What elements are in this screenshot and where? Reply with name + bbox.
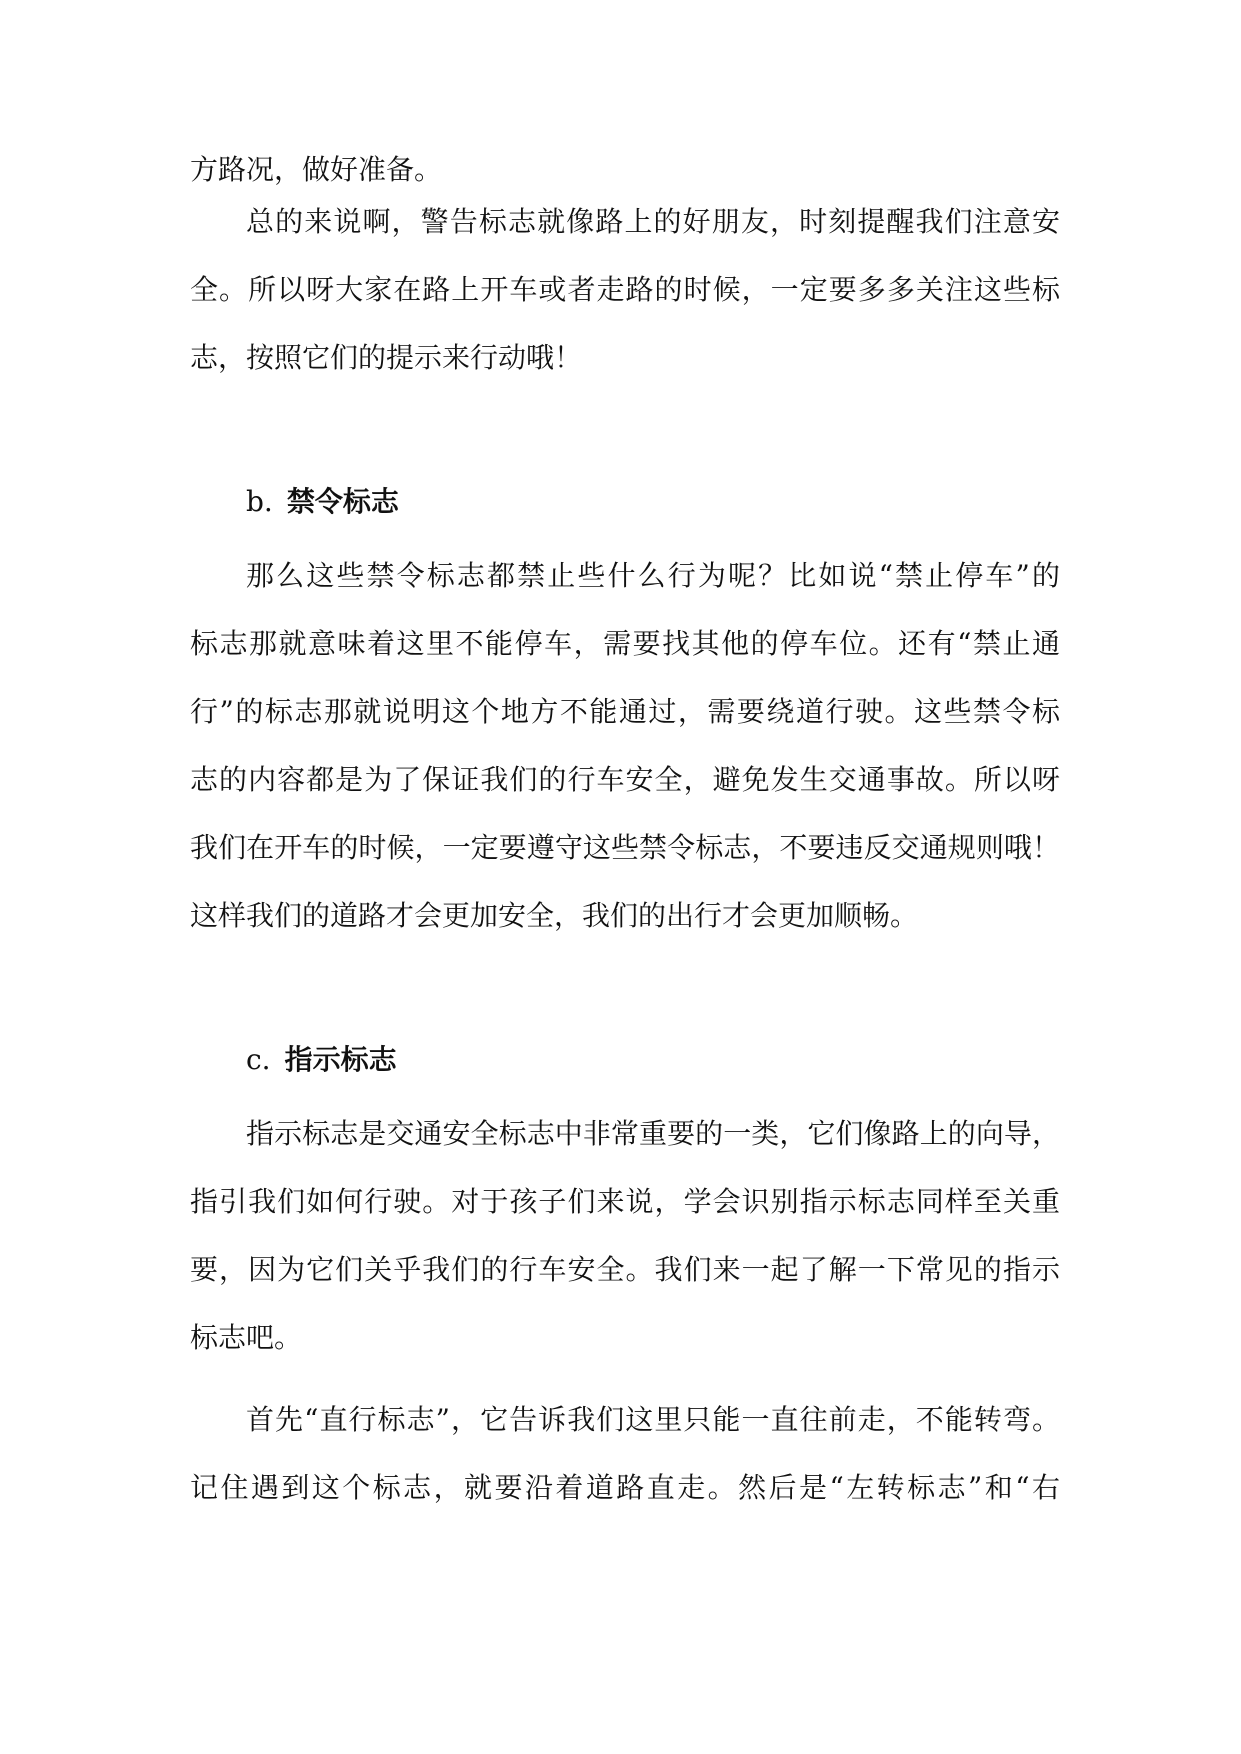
paragraph-line: 总的来说啊，警告标志就像路上的好朋友，时刻提醒我们注意安	[246, 205, 1060, 238]
paragraph-line: 首先“直行标志”，它告诉我们这里只能一直往前走，不能转弯。	[246, 1403, 1060, 1436]
heading-title: 指示标志	[284, 1043, 397, 1076]
paragraph-line: 方路况，做好准备。	[190, 153, 443, 186]
paragraph-line: 全。所以呀大家在路上开车或者走路的时候，一定要多多关注这些标	[190, 273, 1060, 306]
heading-title: 禁令标志	[286, 485, 399, 518]
section-heading-b	[246, 482, 399, 522]
paragraph-line: 志，按照它们的提示来行动哦！	[190, 341, 583, 374]
paragraph-line: 标志那就意味着这里不能停车，需要找其他的停车位。还有“禁止通	[190, 627, 1060, 660]
heading-marker: c.	[246, 1043, 271, 1076]
section-heading-c	[246, 1040, 397, 1080]
paragraph-line: 志的内容都是为了保证我们的行车安全，避免发生交通事故。所以呀	[190, 763, 1060, 796]
paragraph-line: 要，因为它们关乎我们的行车安全。我们来一起了解一下常见的指示	[190, 1253, 1060, 1286]
paragraph-line: 记住遇到这个标志，就要沿着道路直走。然后是“左转标志”和“右	[190, 1471, 1060, 1504]
paragraph-line: 指引我们如何行驶。对于孩子们来说，学会识别指示标志同样至关重	[190, 1185, 1060, 1218]
paragraph-line: 行”的标志那就说明这个地方不能通过，需要绕道行驶。这些禁令标	[190, 695, 1060, 728]
paragraph-line: 那么这些禁令标志都禁止些什么行为呢？比如说“禁止停车”的	[246, 559, 1060, 592]
heading-marker: b.	[246, 485, 273, 518]
paragraph-line: 标志吧。	[190, 1321, 303, 1354]
paragraph-line: 我们在开车的时候，一定要遵守这些禁令标志，不要违反交通规则哦！	[190, 831, 1060, 864]
paragraph-line: 这样我们的道路才会更加安全，我们的出行才会更加顺畅。	[190, 899, 919, 932]
paragraph-line: 指示标志是交通安全标志中非常重要的一类，它们像路上的向导，	[246, 1117, 1060, 1150]
